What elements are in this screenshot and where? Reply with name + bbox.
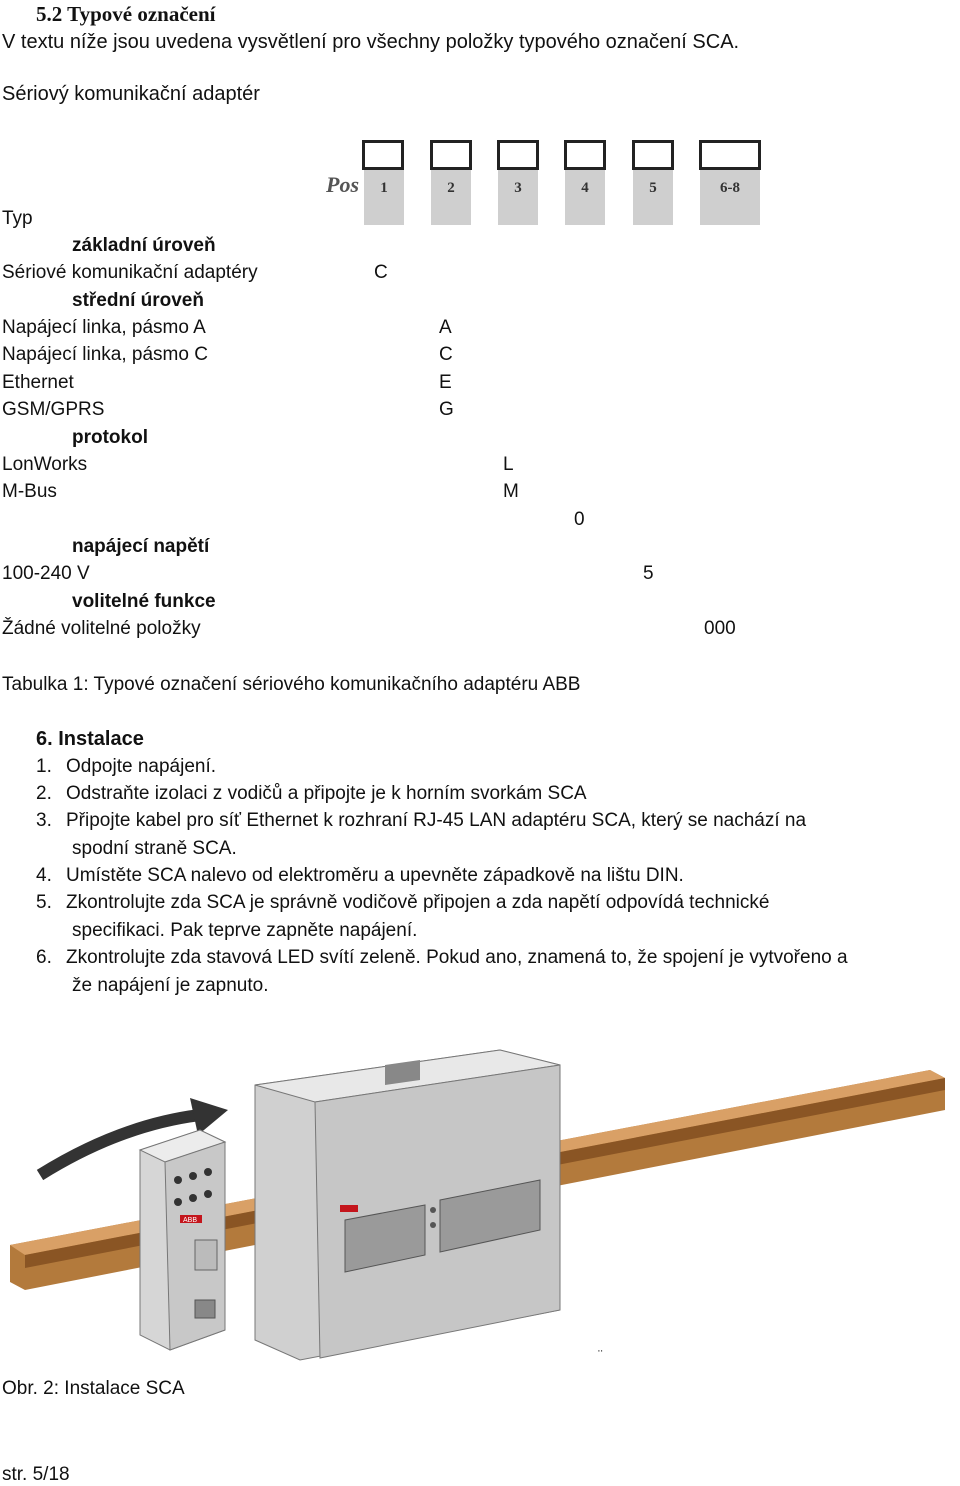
position-box-1 [362,140,404,170]
row-label: Žádné volitelné položky [2,618,201,639]
position-box-6-8 [699,140,761,170]
step-text: Zkontrolujte zda SCA je správně vodičově připojen a zda napětí odpovídá technické [66,892,770,913]
row-label: Napájecí linka, pásmo C [2,344,208,365]
row-label: M-Bus [2,481,57,502]
position-number: 5 [633,170,673,225]
row-code: L [503,454,514,475]
page-number: str. 5/18 [2,1464,70,1485]
subheading: Sériový komunikační adaptér [2,83,260,105]
step-text: Odpojte napájení. [66,756,217,777]
step-number: 4. [36,865,52,886]
position-number: 6-8 [700,170,760,225]
list-item [36,756,216,778]
row-label: GSM/GPRS [2,399,105,420]
position-box-3 [497,140,539,170]
row-code: M [503,481,519,502]
list-item [36,783,587,805]
install-title: 6. Instalace [36,728,144,750]
step-number: 3. [36,810,52,831]
step-text: Zkontrolujte zda stavová LED svítí zeleně. Pokud ano, znamená to, že spojení je vytvořeno a [66,947,848,968]
list-item [36,865,684,887]
position-box-2 [430,140,472,170]
position-box-5 [632,140,674,170]
group-title: střední úroveň [72,290,204,311]
position-number: 1 [364,170,404,225]
svg-text:¨: ¨ [598,1347,603,1363]
figure-caption: Obr. 2: Instalace SCA [2,1378,185,1399]
list-item [36,810,806,832]
row-code: 5 [643,563,654,584]
row-label: LonWorks [2,454,88,475]
table-caption: Tabulka 1: Typové označení sériového komunikačního adaptéru ABB [2,674,581,695]
row-label: Napájecí linka, pásmo A [2,317,206,338]
step-number: 5. [36,892,52,913]
row-code: C [374,262,388,283]
group-title: napájecí napětí [72,536,210,557]
brand-logo: ABB [183,1217,198,1224]
position-number: 2 [431,170,471,225]
row-code: 0 [574,509,585,530]
step-number: 1. [36,756,52,777]
step-number: 6. [36,947,52,968]
row-code: 000 [704,618,736,639]
pos-label: Pos [326,172,359,197]
installation-illustration [0,1030,960,1370]
row-label: Sériové komunikační adaptéry [2,262,258,283]
row-code: E [439,372,452,393]
list-item [36,892,769,914]
step-text: Připojte kabel pro síť Ethernet k rozhraní RJ-45 LAN adaptéru SCA, který se nachází na [66,810,807,831]
step-text: Odstraňte izolaci z vodičů a připojte je k horním svorkám SCA [66,783,587,804]
position-number: 4 [565,170,605,225]
step-text: Umístěte SCA nalevo od elektroměru a upevněte západkově na lištu DIN. [66,865,684,886]
step-number: 2. [36,783,52,804]
list-item [36,947,848,969]
step-text-continued: specifikaci. Pak teprve zapněte napájení. [72,920,418,941]
section-heading: 5.2 Typové označení [36,2,216,26]
position-box-4 [564,140,606,170]
group-title: základní úroveň [72,235,216,256]
position-number: 3 [498,170,538,225]
row-label: Ethernet [2,372,74,393]
group-title: protokol [72,427,148,448]
row-code: A [439,317,452,338]
intro-text: V textu níže jsou uvedena vysvětlení pro všechny položky typového označení SCA. [2,31,740,53]
step-text-continued: spodní straně SCA. [72,838,237,859]
step-text-continued: že napájení je zapnuto. [72,975,269,996]
row-code: C [439,344,453,365]
row-label: Typ [2,208,33,229]
row-label: 100-240 V [2,563,90,584]
group-title: volitelné funkce [72,591,216,612]
row-code: G [439,399,454,420]
